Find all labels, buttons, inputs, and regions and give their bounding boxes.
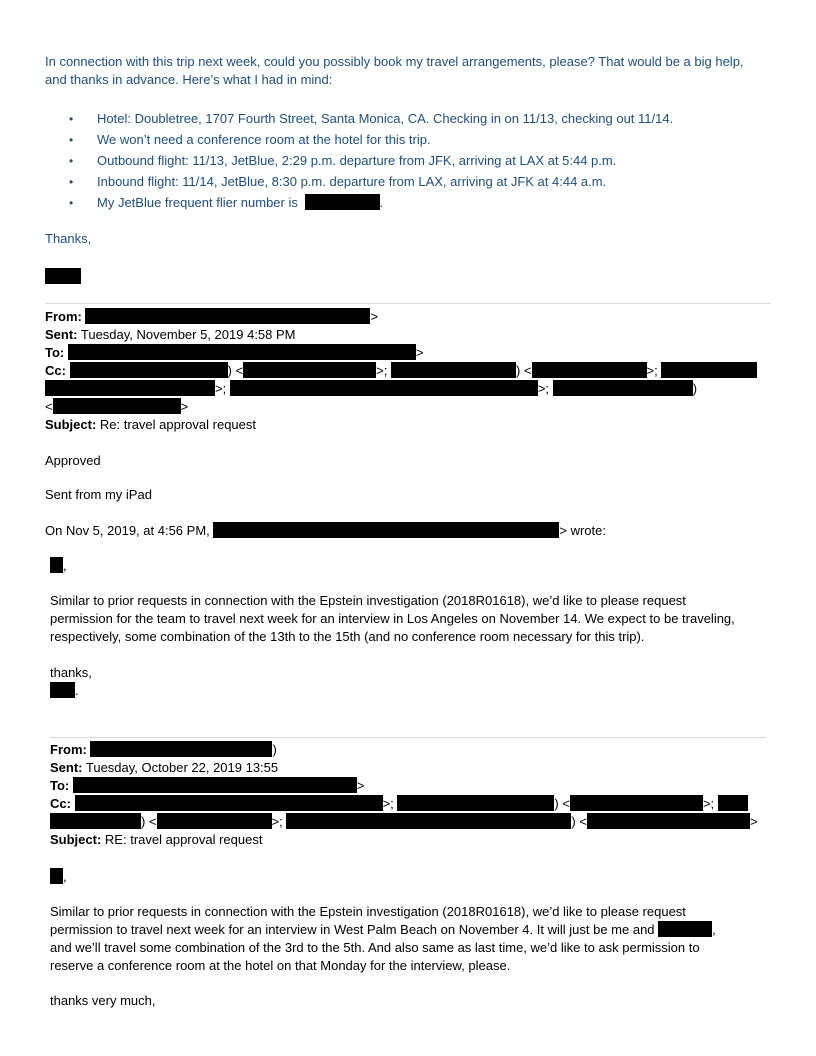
bullet-text: My JetBlue frequent flier number is <box>97 195 298 210</box>
to-label: To: <box>45 345 65 360</box>
redaction-block <box>570 795 703 811</box>
punctuation: ) <box>272 742 277 757</box>
redaction-block <box>45 380 215 396</box>
punctuation: >; <box>376 363 388 378</box>
sent-label: Sent: <box>50 760 83 775</box>
redaction-block <box>286 813 571 829</box>
subject-label: Subject: <box>45 417 97 432</box>
subject-value: RE: travel approval request <box>104 832 263 847</box>
bullet-inbound-flight <box>69 173 607 191</box>
email1-wrote-line <box>45 522 606 540</box>
punctuation: >; <box>382 796 394 811</box>
email2-para-line-2 <box>50 921 716 939</box>
divider-1 <box>45 303 771 304</box>
redaction-block <box>68 344 416 360</box>
punctuation: , <box>63 869 67 884</box>
email1-to-row <box>45 344 423 362</box>
redaction-block <box>50 682 75 698</box>
quoted1-signoff: thanks, <box>50 665 92 680</box>
redaction-block <box>243 362 376 378</box>
redaction-block <box>658 921 712 937</box>
redaction-block <box>532 362 647 378</box>
redaction-block <box>391 362 516 378</box>
redaction-block <box>661 362 757 378</box>
from-label: From: <box>45 309 82 324</box>
bullet-dot: • <box>69 154 74 168</box>
email2-subject-row <box>50 831 262 849</box>
email1-sent-row <box>45 326 296 344</box>
email1-cc-row-2 <box>45 380 697 398</box>
email2-cc-row-2 <box>50 813 758 831</box>
bullet-dot: • <box>69 196 74 210</box>
email1-from-row <box>45 308 378 326</box>
quoted1-signature <box>50 682 79 700</box>
redaction-block <box>90 741 272 757</box>
bullet-hotel <box>69 110 674 128</box>
cc-label: Cc: <box>50 796 71 811</box>
punctuation: > <box>180 399 189 414</box>
redaction-block <box>230 380 538 396</box>
email2-signoff: thanks very much, <box>50 993 156 1008</box>
punctuation: >; <box>646 363 658 378</box>
sent-value: Tuesday, November 5, 2019 4:58 PM <box>80 327 296 342</box>
angle-bracket: > <box>415 345 424 360</box>
punctuation: >; <box>271 814 283 829</box>
sent-value: Tuesday, October 22, 2019 13:55 <box>85 760 279 775</box>
sent-label: Sent: <box>45 327 78 342</box>
bullet-outbound-flight <box>69 152 617 170</box>
punctuation: ) <box>692 381 698 396</box>
email2-para-line-3: and we’ll travel some combination of the 3rd to the 5th. And also same as last time, we’d like to ask permission to <box>50 940 700 955</box>
punctuation: ) < <box>141 814 157 829</box>
punctuation: . <box>75 683 79 698</box>
punctuation: >; <box>215 381 227 396</box>
signature-redaction <box>45 268 81 284</box>
redaction-block <box>397 795 554 811</box>
email2-to-row <box>50 777 364 795</box>
punctuation: < <box>45 399 53 414</box>
punctuation: ) < <box>571 814 587 829</box>
bullet-period: . <box>379 195 384 210</box>
email2-sent-row <box>50 759 278 777</box>
cc-label: Cc: <box>45 363 66 378</box>
email2-para-line-1: Similar to prior requests in connection with the Epstein investigation (2018R01618), we’d like to please request <box>50 904 686 919</box>
punctuation: , <box>63 558 67 573</box>
redaction-block <box>53 398 181 414</box>
quoted1-greeting <box>50 557 67 575</box>
email1-subject-row <box>45 416 256 434</box>
quoted1-para-line-1: Similar to prior requests in connection with the Epstein investigation (2018R01618), we’d like to please request <box>50 593 686 608</box>
to-label: To: <box>50 778 70 793</box>
wrote-suffix: > wrote: <box>559 523 606 538</box>
redaction-block <box>50 557 63 573</box>
bullet-text: We won’t need a conference room at the hotel for this trip. <box>97 132 431 147</box>
bullet-text: Inbound flight: 11/14, JetBlue, 8:30 p.m. departure from LAX, arriving at JFK at 4:44 a.m. <box>97 174 607 189</box>
subject-value: Re: travel approval request <box>99 417 257 432</box>
bullet-dot: • <box>69 133 74 147</box>
wrote-prefix: On Nov 5, 2019, at 4:56 PM, <box>45 523 210 538</box>
redaction-block <box>70 362 228 378</box>
punctuation: ) < <box>554 796 570 811</box>
bullet-conference-room <box>69 131 431 149</box>
quoted1-para-line-3: respectively, some combination of the 13th to the 15th (and no conference room necessary for this trip). <box>50 629 645 644</box>
para-text: permission to travel next week for an interview in West Palm Beach on November 4. It will just be me and <box>50 922 655 937</box>
punctuation: > <box>749 814 758 829</box>
intro-line-1: In connection with this trip next week, could you possibly book my travel arrangements, please? That would be a big help, <box>45 54 744 69</box>
quoted1-para-line-2: permission for the team to travel next week for an interview in Los Angeles on November 14. We expect to be traveling, <box>50 611 735 626</box>
email2-greeting <box>50 868 67 886</box>
redaction-block <box>157 813 272 829</box>
redaction-block <box>85 308 370 324</box>
redaction-block <box>213 522 559 538</box>
bullet-dot: • <box>69 112 74 126</box>
redaction-block <box>75 795 383 811</box>
redaction-block <box>553 380 693 396</box>
email1-body-ipad: Sent from my iPad <box>45 487 152 502</box>
punctuation: ) < <box>227 363 244 378</box>
redaction-block <box>587 813 750 829</box>
bullet-text: Outbound flight: 11/13, JetBlue, 2:29 p.m. departure from JFK, arriving at LAX at 5:44 p.m. <box>97 153 617 168</box>
redaction-block <box>73 777 357 793</box>
email1-cc-row-3 <box>45 398 188 416</box>
intro-line-2: and thanks in advance. Here’s what I had in mind: <box>45 72 333 87</box>
email2-para-line-4: reserve a conference room at the hotel on that Monday for the interview, please. <box>50 958 511 973</box>
email1-cc-row-1 <box>45 362 757 380</box>
email1-body-approved: Approved <box>45 453 101 468</box>
punctuation: >; <box>537 381 550 396</box>
redaction-block <box>50 868 63 884</box>
angle-bracket: > <box>356 778 365 793</box>
bullet-dot: • <box>69 175 74 189</box>
punctuation: >; <box>702 796 715 811</box>
bullet-text: Hotel: Doubletree, 1707 Fourth Street, Santa Monica, CA. Checking in on 11/13, checking out 11/14. <box>97 111 674 126</box>
redaction-block <box>305 194 380 210</box>
punctuation: ) < <box>515 363 532 378</box>
redaction-block <box>50 813 141 829</box>
redaction-block <box>718 795 748 811</box>
punctuation: , <box>712 922 716 937</box>
thanks-text: Thanks, <box>45 231 92 246</box>
email2-from-row <box>50 741 277 759</box>
subject-label: Subject: <box>50 832 102 847</box>
email2-cc-row-1 <box>50 795 748 813</box>
from-label: From: <box>50 742 87 757</box>
angle-bracket: > <box>370 309 379 324</box>
bullet-frequent-flier <box>69 194 384 212</box>
divider-2 <box>50 737 766 738</box>
